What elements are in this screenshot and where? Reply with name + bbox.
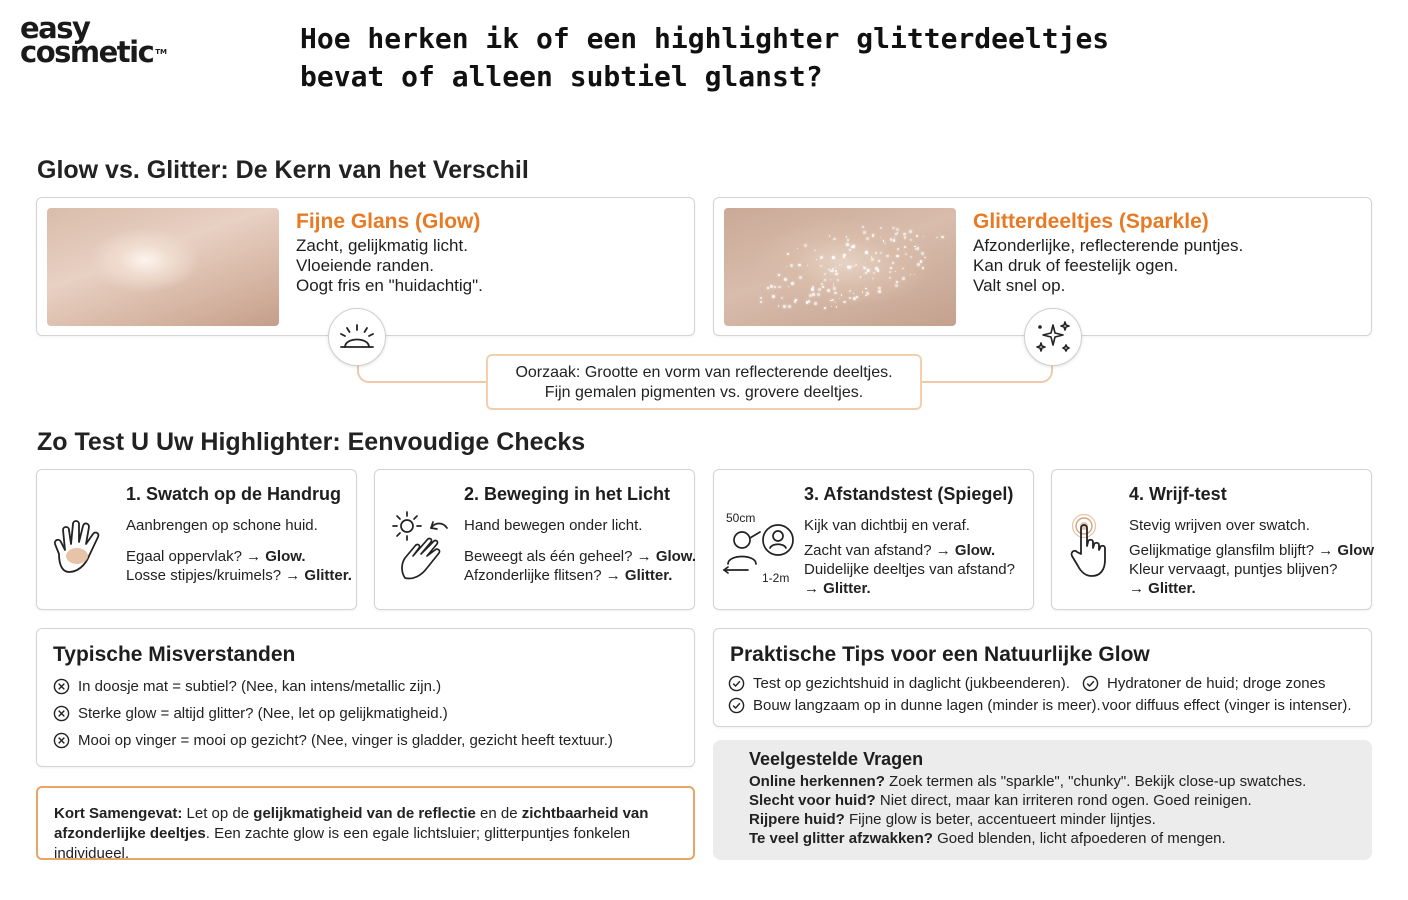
glitter-particle bbox=[890, 238, 892, 240]
glitter-particle bbox=[897, 248, 899, 250]
glitter-particle bbox=[811, 288, 814, 291]
glitter-particle bbox=[896, 228, 899, 231]
faq-question-1: Online herkennen? bbox=[749, 773, 885, 790]
glitter-particle bbox=[778, 305, 780, 307]
glitter-particle bbox=[897, 232, 899, 234]
check-4-title: 4. Wrijf-test bbox=[1129, 484, 1227, 504]
faq-answer-1: Zoek termen als "sparkle", "chunky". Bekijk close-up swatches. bbox=[884, 773, 1307, 790]
glitter-particle bbox=[941, 236, 944, 239]
glitter-particle bbox=[920, 260, 922, 262]
glitter-particle bbox=[835, 273, 837, 275]
sparkles-icon bbox=[1024, 308, 1082, 366]
glitter-particle bbox=[832, 256, 835, 259]
glitter-particle bbox=[903, 233, 906, 236]
glitter-particle bbox=[850, 266, 851, 267]
glitter-particle bbox=[774, 286, 776, 288]
glitter-particle bbox=[895, 233, 897, 235]
glitter-particle bbox=[866, 237, 869, 240]
glitter-particle bbox=[837, 279, 838, 280]
check-3-line-2-result: Glow. bbox=[954, 542, 996, 559]
tip-item bbox=[728, 697, 1101, 714]
glitter-particle bbox=[833, 285, 835, 287]
glitter-particle bbox=[767, 287, 769, 289]
glitter-particle bbox=[865, 295, 866, 296]
glitter-particle bbox=[835, 267, 836, 268]
check-1-line-3-result: Glitter. bbox=[304, 567, 352, 584]
glitter-particle bbox=[833, 287, 835, 289]
faq-item bbox=[749, 773, 1306, 790]
glitter-particle bbox=[889, 271, 891, 273]
glitter-particle bbox=[896, 255, 899, 258]
glitter-particle bbox=[812, 293, 815, 296]
glitter-particle bbox=[835, 270, 838, 273]
faq-answer-4: Goed blenden, licht afpoederen of mengen. bbox=[932, 830, 1226, 847]
sparkle-swatch-image bbox=[724, 208, 956, 326]
glitter-particle bbox=[797, 248, 798, 249]
glitter-particle bbox=[922, 267, 924, 269]
sun-hand-icon bbox=[387, 508, 459, 588]
brand-line2 bbox=[20, 35, 168, 69]
mirror-distance-icon bbox=[722, 524, 802, 576]
sparkle-heading: Glitterdeeltjes (Sparkle) bbox=[973, 210, 1209, 233]
glitter-particle bbox=[833, 238, 836, 241]
check-2-line-1: Hand bewegen onder licht. bbox=[464, 517, 643, 534]
misconception-item bbox=[53, 705, 448, 722]
glitter-particle bbox=[878, 287, 881, 290]
section-tests-title: Zo Test U Uw Highlighter: Eenvoudige Checks bbox=[37, 428, 586, 456]
cause-line-2: Fijn gemalen pigmenten vs. grovere deeltjes. bbox=[544, 384, 864, 401]
brand-logo bbox=[20, 11, 168, 69]
glitter-particle bbox=[832, 268, 834, 270]
glitter-particle bbox=[878, 260, 880, 262]
tip-text-4: voor diffuus effect (vinger is intenser). bbox=[1102, 697, 1352, 714]
cause-line-1: Oorzaak: Grootte en vorm van reflecterende deeltjes. bbox=[515, 364, 893, 381]
glitter-particle bbox=[849, 297, 851, 299]
cause-box bbox=[486, 354, 922, 410]
glitter-particle bbox=[831, 270, 833, 272]
sparkle-line-2: Kan druk of feestelijk ogen. bbox=[973, 256, 1179, 275]
check-2-title: 2. Beweging in het Licht bbox=[464, 484, 671, 504]
glitter-particle bbox=[916, 235, 918, 237]
glitter-particle bbox=[799, 276, 802, 279]
glitter-particle bbox=[871, 258, 874, 261]
glitter-particle bbox=[917, 247, 919, 249]
summary-t1: Let op de bbox=[182, 805, 254, 822]
summary-box bbox=[36, 786, 695, 860]
faq-item bbox=[749, 830, 1226, 847]
x-circle-icon bbox=[53, 705, 70, 722]
check-3-line-2-text: Zacht van afstand? → bbox=[804, 542, 955, 559]
glitter-particle bbox=[787, 253, 789, 255]
glitter-particle bbox=[909, 230, 912, 233]
faq-answer-3: Fijne glow is beter, accentueert minder lijntjes. bbox=[844, 811, 1156, 828]
glitter-particle bbox=[784, 278, 787, 281]
check-card-distance bbox=[713, 469, 1034, 610]
glitter-particle bbox=[836, 306, 837, 307]
glitter-particle bbox=[936, 237, 938, 239]
check-card-rub bbox=[1051, 469, 1375, 610]
check-circle-icon bbox=[1082, 675, 1099, 692]
glitter-particle bbox=[875, 252, 877, 254]
check-circle-icon bbox=[728, 697, 745, 714]
check-4-line-2-text: Gelijkmatige glansfilm blijft? → bbox=[1129, 542, 1338, 559]
glitter-particle bbox=[770, 285, 773, 288]
glitter-particle bbox=[788, 305, 791, 308]
summary-b1: gelijkmatigheid van de reflectie bbox=[253, 805, 476, 822]
check-circle-icon bbox=[728, 675, 745, 692]
glow-line-1: Zacht, gelijkmatig licht. bbox=[296, 236, 468, 255]
glitter-particle bbox=[862, 291, 864, 293]
glitter-particle bbox=[865, 288, 866, 289]
summary-label: Kort Samengevat: bbox=[54, 805, 183, 822]
glitter-particle bbox=[781, 297, 783, 299]
check-2-line-3 bbox=[464, 567, 672, 584]
glitter-particle bbox=[827, 289, 830, 292]
tip-text-2: Bouw langzaam op in dunne lagen (minder is meer). bbox=[753, 697, 1101, 714]
glitter-particle bbox=[889, 277, 891, 279]
check-1-line-2-result: Glow. bbox=[265, 548, 306, 565]
check-2-line-3-text: Afzonderlijke flitsen? → bbox=[464, 567, 625, 584]
glitter-particle bbox=[808, 300, 811, 303]
glitter-particle bbox=[863, 266, 864, 267]
check-2-line-2 bbox=[464, 548, 696, 565]
check-3-line-4: → Glitter. bbox=[804, 580, 871, 597]
check-3-line-1: Kijk van dichtbij en veraf. bbox=[804, 517, 970, 534]
summary-b2: zichtbaarheid van bbox=[521, 805, 649, 822]
glitter-particle bbox=[914, 274, 916, 276]
tip-text-3: Hydratoner de huid; droge zones bbox=[1107, 675, 1326, 692]
glitter-particle bbox=[890, 267, 892, 269]
distance-near-label: 50cm bbox=[726, 511, 756, 525]
glitter-particle bbox=[924, 257, 926, 259]
check-1-line-2 bbox=[126, 548, 306, 565]
check-1-title: 1. Swatch op de Handrug bbox=[126, 484, 342, 504]
glow-heading: Fijne Glans (Glow) bbox=[296, 210, 481, 233]
glitter-particle bbox=[917, 263, 920, 266]
brand-line1: easy bbox=[20, 11, 90, 45]
glitter-particle bbox=[839, 265, 840, 266]
tips-card bbox=[713, 628, 1372, 727]
check-1-line-3 bbox=[126, 567, 352, 584]
brand-tm: TM bbox=[155, 48, 168, 56]
glitter-particle bbox=[902, 268, 903, 269]
glitter-particle bbox=[824, 273, 826, 275]
glitter-particle bbox=[853, 293, 854, 294]
connector-left bbox=[357, 362, 488, 383]
faq-question-2: Slecht voor huid? bbox=[749, 792, 876, 809]
check-4-line-4: → Glitter. bbox=[1129, 580, 1196, 597]
glitter-particle bbox=[846, 236, 847, 237]
glitter-particle bbox=[788, 286, 789, 287]
check-4-line-2 bbox=[1129, 542, 1374, 559]
glitter-particle bbox=[772, 295, 775, 298]
check-2-line-2-text: Beweegt als één geheel? → bbox=[464, 548, 656, 565]
glitter-particle bbox=[878, 290, 881, 293]
tip-item bbox=[1082, 675, 1325, 692]
misconception-item bbox=[53, 678, 441, 695]
misconception-text-1: In doosje mat = subtiel? (Nee, kan intens/metallic zijn.) bbox=[78, 678, 442, 695]
faq-box bbox=[713, 740, 1372, 860]
glitter-particle bbox=[883, 240, 884, 241]
tip-text-1: Test op gezichtshuid in daglicht (jukbeenderen). bbox=[753, 675, 1070, 692]
glitter-particle bbox=[923, 236, 924, 237]
hand-swatch-icon bbox=[49, 514, 117, 584]
glitter-particle bbox=[798, 264, 800, 266]
glitter-particle bbox=[904, 236, 907, 239]
misconception-text-3: Mooi op vinger = mooi op gezicht? (Nee, vinger is gladder, gezicht heeft textuur.) bbox=[78, 732, 613, 749]
glow-swatch-image bbox=[47, 208, 279, 326]
glitter-particle bbox=[886, 255, 889, 258]
misconceptions-title: Typische Misverstanden bbox=[53, 643, 296, 666]
faq-item bbox=[749, 792, 1252, 809]
tips-title: Praktische Tips voor een Natuurlijke Glow bbox=[730, 643, 1150, 666]
check-4-line-3: Kleur vervaagt, puntjes blijven? bbox=[1129, 561, 1338, 578]
glitter-particle bbox=[884, 243, 886, 245]
section-glow-vs-glitter-title: Glow vs. Glitter: De Kern van het Verschil bbox=[37, 156, 529, 184]
glitter-particle bbox=[760, 301, 762, 303]
glitter-particle bbox=[804, 244, 807, 247]
glitter-particle bbox=[835, 302, 836, 303]
tip-item bbox=[728, 675, 1070, 692]
glitter-particle bbox=[902, 277, 905, 280]
glitter-particle bbox=[862, 226, 864, 228]
connector-right bbox=[920, 362, 1053, 383]
faq-item bbox=[749, 811, 1156, 828]
glitter-particle bbox=[821, 283, 823, 285]
glitter-particle bbox=[847, 239, 849, 241]
glitter-particle bbox=[856, 296, 858, 298]
glitter-particle bbox=[865, 251, 868, 254]
glitter-particle bbox=[807, 265, 808, 266]
summary-b3: afzonderlijke deeltjes bbox=[54, 825, 206, 842]
glitter-particle bbox=[791, 282, 794, 285]
tip-text-3-cont bbox=[1102, 697, 1352, 714]
glitter-particle bbox=[843, 256, 845, 258]
check-1-line-1: Aanbrengen op schone huid. bbox=[126, 517, 318, 534]
brand-line2-text: cosmetic bbox=[20, 35, 154, 69]
glitter-particle bbox=[839, 298, 840, 299]
summary-t2: en de bbox=[475, 805, 522, 822]
glitter-particle bbox=[853, 266, 854, 267]
glitter-particle bbox=[895, 284, 898, 287]
glitter-particle bbox=[914, 246, 916, 248]
misconception-item bbox=[53, 732, 613, 749]
glitter-particle bbox=[820, 256, 823, 259]
glitter-particle bbox=[910, 256, 912, 258]
glitter-particle bbox=[895, 271, 896, 272]
check-2-line-2-result: Glow. bbox=[655, 548, 697, 565]
glitter-particle bbox=[892, 227, 894, 229]
glitter-particle bbox=[872, 278, 874, 280]
glitter-particle bbox=[877, 269, 880, 272]
glitter-particle bbox=[814, 302, 816, 304]
glitter-particle bbox=[872, 234, 875, 237]
sunrise-icon bbox=[328, 308, 386, 366]
glitter-particle bbox=[843, 301, 845, 303]
glitter-particle bbox=[786, 266, 787, 267]
glow-line-2: Vloeiende randen. bbox=[296, 256, 435, 275]
glitter-particle bbox=[790, 264, 793, 267]
glitter-particle bbox=[824, 307, 825, 308]
glitter-particle bbox=[783, 305, 786, 308]
glitter-particle bbox=[846, 243, 849, 246]
glitter-particle bbox=[834, 292, 837, 295]
check-2-line-3-result: Glitter. bbox=[624, 567, 673, 584]
distance-far-label: 1-2m bbox=[762, 571, 790, 585]
glitter-particle bbox=[820, 265, 822, 267]
glitter-particle bbox=[830, 300, 832, 302]
glitter-particle bbox=[896, 281, 898, 283]
finger-tap-icon bbox=[1066, 514, 1116, 584]
glitter-particle bbox=[860, 276, 862, 278]
check-3-line-2 bbox=[804, 542, 995, 559]
check-card-movement bbox=[374, 469, 695, 610]
sparkle-line-1: Afzonderlijke, reflecterende puntjes. bbox=[973, 236, 1244, 255]
glitter-particle bbox=[816, 259, 817, 260]
glitter-particle bbox=[880, 252, 882, 254]
glitter-particle bbox=[849, 290, 851, 292]
glitter-particle bbox=[873, 272, 875, 274]
check-1-line-3-text: Losse stipjes/kruimels? → bbox=[126, 567, 305, 584]
glitter-particle bbox=[863, 267, 865, 269]
glitter-particle bbox=[760, 297, 762, 299]
summary-t3: . Een zachte glow is een egale lichtsluier; glitterpuntjes fonkelen individueel. bbox=[54, 825, 631, 862]
glitter-particle bbox=[817, 293, 820, 296]
misconceptions-card bbox=[36, 628, 695, 767]
glitter-particle bbox=[829, 235, 831, 237]
x-circle-icon bbox=[53, 678, 70, 695]
glitter-particle bbox=[841, 294, 842, 295]
glitter-particle bbox=[910, 274, 911, 275]
check-1-line-2-text: Egaal oppervlak? → bbox=[126, 548, 266, 565]
faq-question-3: Rijpere huid? bbox=[749, 811, 845, 828]
glitter-particle bbox=[818, 288, 821, 291]
faq-question-4: Te veel glitter afzwakken? bbox=[749, 830, 933, 847]
misconception-text-2: Sterke glow = altijd glitter? (Nee, let op gelijkmatigheid.) bbox=[78, 705, 448, 722]
check-4-line-2-result: Glow bbox=[1337, 542, 1375, 559]
glitter-particle bbox=[794, 300, 796, 302]
glitter-particle bbox=[921, 252, 924, 255]
glitter-particle bbox=[822, 286, 824, 288]
page-title: Hoe herken ik of een highlighter glitterdeeltjes bevat of alleen subtiel glanst? bbox=[300, 22, 1110, 93]
glitter-particle bbox=[910, 239, 912, 241]
faq-answer-2: Niet direct, maar kan irriteren rond ogen. Goed reinigen. bbox=[875, 792, 1252, 809]
glitter-particle bbox=[778, 274, 780, 276]
glitter-particle bbox=[841, 264, 842, 265]
glitter-particle bbox=[892, 262, 894, 264]
glitter-particle bbox=[904, 246, 906, 248]
glitter-particle bbox=[849, 249, 852, 252]
glitter-particle bbox=[880, 227, 883, 230]
glitter-particle bbox=[880, 237, 882, 239]
glitter-particle bbox=[865, 272, 867, 274]
glitter-particle bbox=[863, 231, 865, 233]
check-4-line-1: Stevig wrijven over swatch. bbox=[1129, 517, 1310, 534]
glitter-particle bbox=[905, 253, 907, 255]
sparkle-line-3: Valt snel op. bbox=[973, 276, 1066, 295]
glitter-particle bbox=[893, 239, 896, 242]
glow-line-3: Oogt fris en "huidachtig". bbox=[296, 276, 483, 295]
check-card-swatch bbox=[36, 469, 357, 610]
glitter-particle bbox=[778, 286, 780, 288]
glitter-particle bbox=[831, 306, 832, 307]
glitter-particle bbox=[830, 279, 832, 281]
glitter-particle bbox=[855, 264, 857, 266]
check-3-title: 3. Afstandstest (Spiegel) bbox=[804, 484, 1014, 504]
x-circle-icon bbox=[53, 732, 70, 749]
summary-text bbox=[54, 804, 694, 864]
faq-title: Veelgestelde Vragen bbox=[749, 749, 924, 769]
check-3-line-3: Duidelijke deeltjes van afstand? bbox=[804, 561, 1015, 578]
glitter-particle bbox=[832, 299, 834, 301]
glitter-particle bbox=[824, 279, 826, 281]
glitter-particle bbox=[814, 250, 816, 252]
